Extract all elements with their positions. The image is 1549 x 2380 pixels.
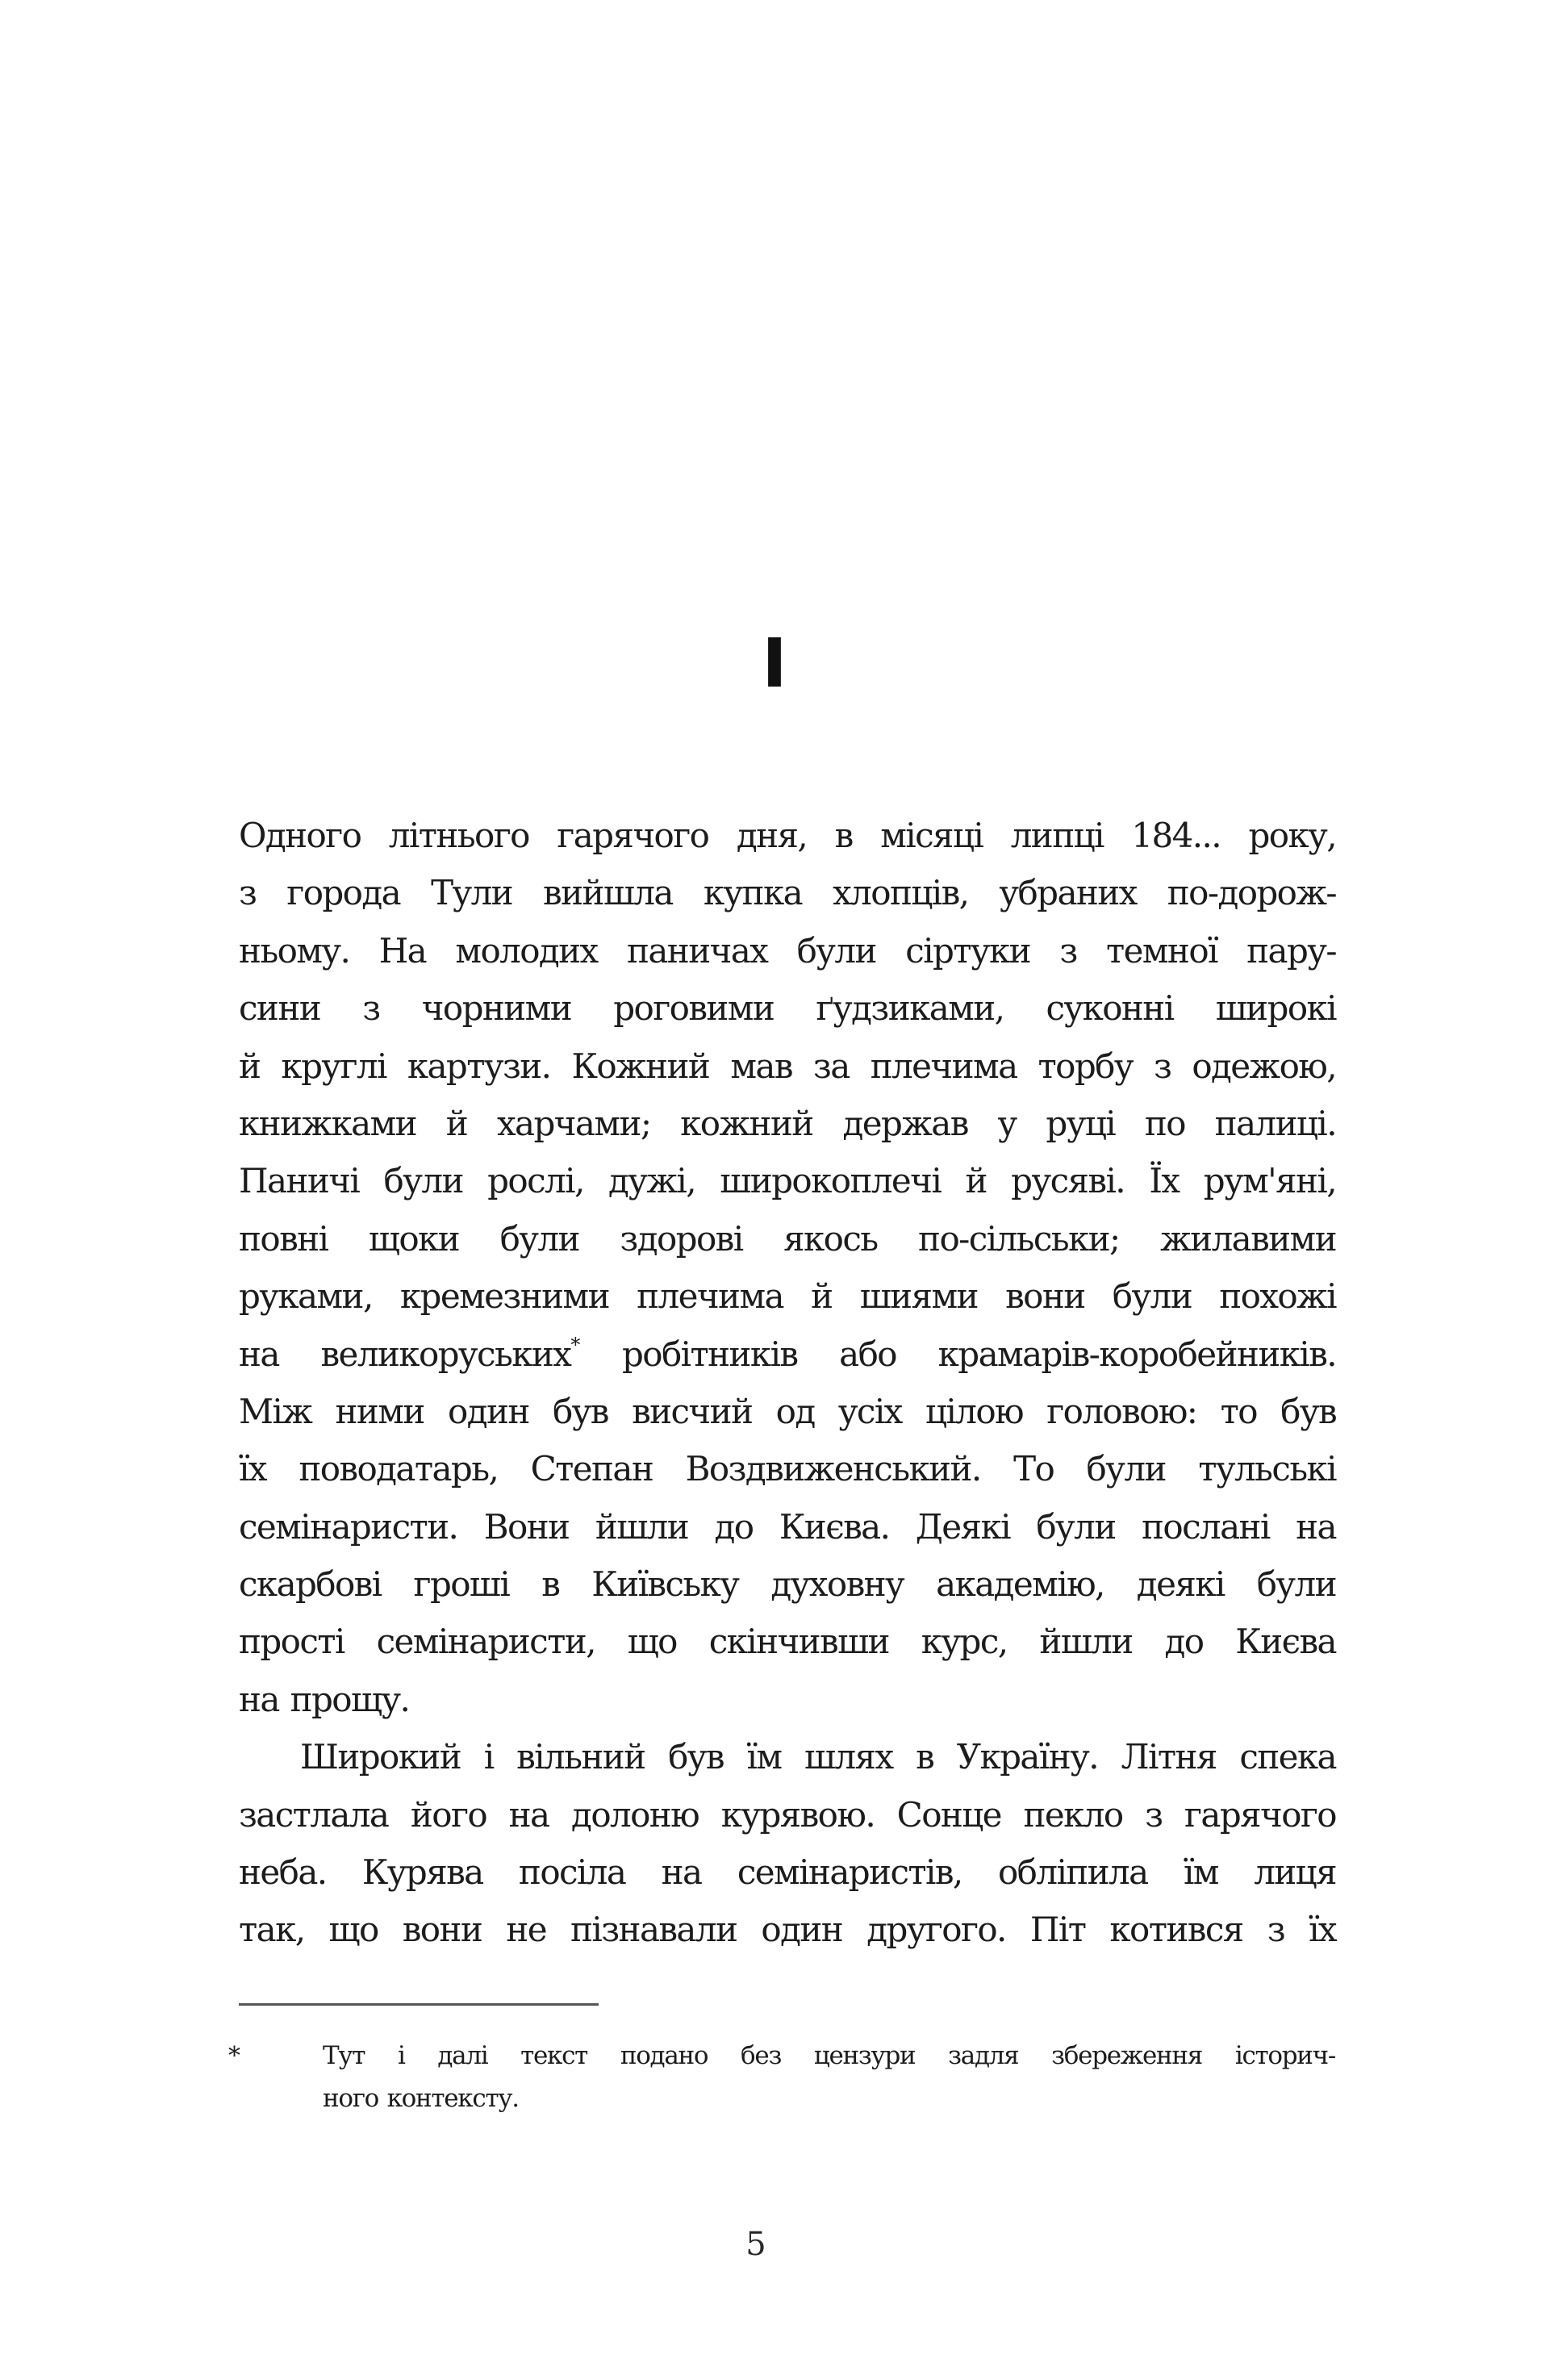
footnote-line: ного контексту.: [323, 2084, 519, 2113]
text-line: прості семінаристи, що скінчивши курс, йшли до Києва: [239, 1622, 1336, 1662]
text-line: сини з чорними роговими ґудзиками, суконні широкі: [239, 988, 1336, 1029]
footnote-reference[interactable]: *: [570, 1333, 581, 1356]
text-line: й круглі картузи. Кожний мав за плечима торбу з одежою,: [239, 1046, 1336, 1086]
text-line: Одного літнього гарячого дня, в місяці липці 184... року,: [239, 816, 1336, 855]
body-text: [239, 807, 1336, 1959]
footnote-divider: [239, 2003, 599, 2006]
text-line: на прощу.: [239, 1679, 410, 1719]
text-line: так, що вони не пізнавали один другого. Піт котився з їх: [239, 1910, 1336, 1950]
text-line: ньому. На молодих паничах були сіртуки з темної пару-: [239, 930, 1336, 971]
text-line: Широкий і вільний був їм шлях в Україну. Літня спека: [300, 1737, 1336, 1777]
text-line: семінаристи. Вони йшли до Києва. Деякі були послані на: [239, 1506, 1336, 1547]
text-segment: робітників або крамарів-коробейників.: [580, 1334, 1336, 1374]
text-line: їх поводатарь, Степан Воздвиженський. То були тульські: [239, 1449, 1336, 1489]
text-line: Між ними один був висчий од усіх цілою головою: то був: [239, 1391, 1336, 1431]
text-segment: на великоруських: [239, 1334, 571, 1374]
page-number: 5: [745, 2226, 766, 2263]
text-line: руками, кремезними плечима й шиями вони були похожі: [239, 1276, 1336, 1317]
text-line: скарбові гроші в Київську духовну академію, деякі були: [239, 1564, 1336, 1605]
chapter-heading: I: [762, 624, 787, 703]
footnote-marker: *: [228, 2042, 240, 2070]
paragraph-2: [239, 1728, 1336, 1959]
text-line-with-footnote: [239, 1326, 1336, 1383]
text-line: з города Тули вийшла купка хлопців, убраних по-дорож-: [239, 873, 1336, 913]
text-line: Паничі були рослі, дужі, широкоплечі й русяві. Їх рум'яні,: [239, 1161, 1336, 1201]
text-line: застлала його на долоню курявою. Сонце пекло з гарячого: [239, 1794, 1336, 1835]
paragraph-1: [239, 807, 1336, 1728]
text-line: неба. Курява посіла на семінаристів, обліпила їм лиця: [239, 1852, 1336, 1893]
text-line: книжками й харчами; кожний держав у руці по палиці.: [239, 1103, 1336, 1143]
footnote-text: [323, 2035, 1335, 2120]
footnote-line: Тут і далі текст подано без цензури задля збереження історич-: [323, 2041, 1335, 2070]
text-line: повні щоки були здорові якось по-сільськи; жилавими: [239, 1218, 1336, 1259]
